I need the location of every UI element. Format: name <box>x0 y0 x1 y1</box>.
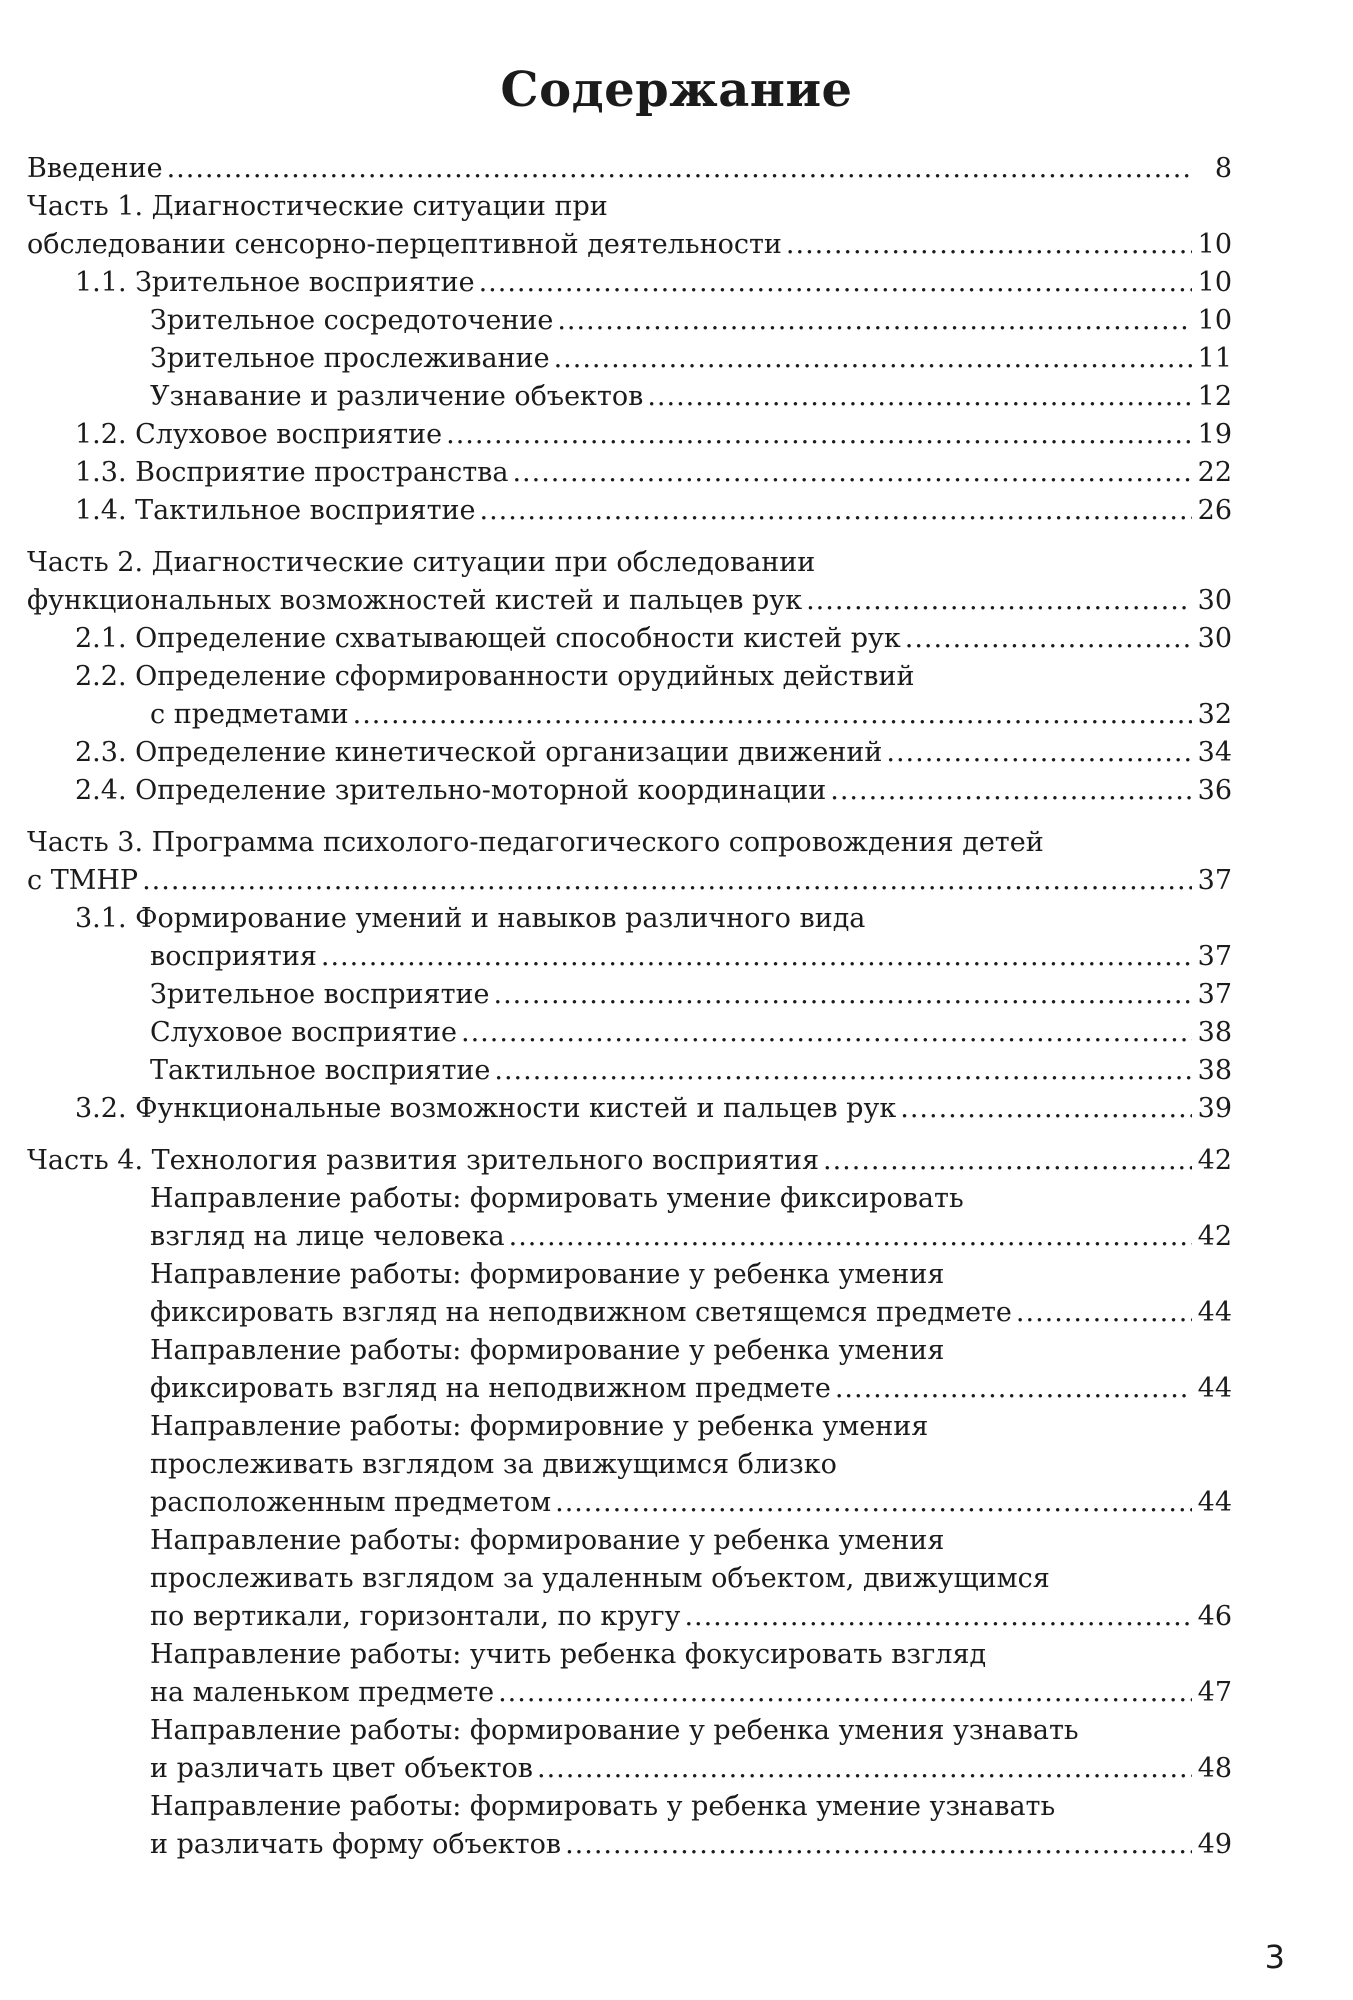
dot-leader <box>512 454 1192 492</box>
dot-leader <box>353 696 1192 734</box>
toc-entry <box>27 340 1232 378</box>
toc-entry-text: взгляд на лице человека <box>150 1221 505 1252</box>
dot-leader <box>509 1218 1192 1256</box>
toc-entry <box>27 1014 1232 1052</box>
toc-entry-text: обследовании сенсорно-перцептивной деятельности <box>27 229 782 260</box>
dot-leader <box>905 620 1192 658</box>
toc-entry-text: расположенным предметом <box>150 1487 552 1518</box>
toc-entry <box>27 416 1232 454</box>
toc-entry-text: 1.2. Слуховое восприятие <box>75 419 443 450</box>
toc-entry-text: и различать форму объектов <box>150 1829 562 1860</box>
toc-entry <box>27 620 1232 658</box>
toc-entry-text: 3.2. Функциональные возможности кистей и пальцев рук <box>75 1093 897 1124</box>
toc-page-number: 44 <box>1197 1487 1232 1518</box>
dot-leader <box>684 1598 1192 1636</box>
dot-leader <box>479 492 1192 530</box>
toc-entry <box>27 302 1232 340</box>
toc-entry-text: Направление работы: формирование у ребенка умения <box>150 1259 945 1290</box>
toc-entry <box>27 150 1232 188</box>
toc-page-number: 30 <box>1197 585 1232 616</box>
toc-page-number: 34 <box>1197 737 1232 768</box>
toc-entry <box>27 1332 1232 1408</box>
toc-entry-text: Введение <box>27 153 163 184</box>
toc-entry <box>27 264 1232 302</box>
dot-leader <box>1016 1294 1192 1332</box>
toc-entry <box>27 976 1232 1014</box>
page-title: Содержание <box>500 62 853 118</box>
toc-page-number: 44 <box>1197 1297 1232 1328</box>
toc-entry <box>27 544 1232 620</box>
toc-entry-text: Зрительное прослеживание <box>150 343 550 374</box>
toc-entry <box>27 492 1232 530</box>
dot-leader <box>142 862 1192 900</box>
toc-entry <box>27 772 1232 810</box>
toc-entry <box>27 734 1232 772</box>
toc-entry <box>27 658 1232 734</box>
toc-entry-text: Направление работы: формировать умение фиксировать <box>150 1183 964 1214</box>
toc-entry-text: с предметами <box>150 699 349 730</box>
dot-leader <box>565 1826 1192 1864</box>
toc-page-number: 36 <box>1197 775 1232 806</box>
dot-leader <box>446 416 1192 454</box>
toc-entry-text: 1.4. Тактильное восприятие <box>75 495 476 526</box>
toc-entry-text: 2.3. Определение кинетической организации движений <box>75 737 883 768</box>
dot-leader <box>493 976 1192 1014</box>
toc-entry-text: 1.1. Зрительное восприятие <box>75 267 475 298</box>
toc-entry-text: 2.1. Определение схватывающей способности кистей рук <box>75 623 901 654</box>
toc-page-number: 39 <box>1197 1093 1232 1124</box>
toc-entry-text: 3.1. Формирование умений и навыков различного вида <box>75 903 866 934</box>
toc-page-number: 32 <box>1197 699 1232 730</box>
toc-entry-text: на маленьком предмете <box>150 1677 495 1708</box>
toc-entry-text: 2.2. Определение сформированности орудийных действий <box>75 661 915 692</box>
toc-entry-text: Часть 1. Диагностические ситуации при <box>27 191 608 222</box>
toc-entry-text: с ТМНР <box>27 865 139 896</box>
toc-page-number: 10 <box>1197 229 1232 260</box>
toc-entry-text: восприятия <box>150 941 317 972</box>
toc-page-number: 8 <box>1214 153 1232 184</box>
toc-page-number: 47 <box>1197 1677 1232 1708</box>
dot-leader <box>647 378 1192 416</box>
dot-leader <box>555 1484 1192 1522</box>
toc-entry-text: Направление работы: формировать у ребенка умение узнавать <box>150 1791 1056 1822</box>
toc-entry <box>27 1090 1232 1128</box>
toc-entry <box>27 1522 1232 1636</box>
dot-leader <box>498 1674 1192 1712</box>
toc-entry-text: фиксировать взгляд на неподвижном предмете <box>150 1373 831 1404</box>
toc-entry-text: прослеживать взглядом за движущимся близко <box>150 1449 837 1480</box>
dot-leader <box>537 1750 1192 1788</box>
toc-entry <box>27 1142 1232 1180</box>
toc-entry <box>27 378 1232 416</box>
toc-page-number: 10 <box>1197 267 1232 298</box>
toc-page-number: 26 <box>1197 495 1232 526</box>
toc-entry-text: Направление работы: учить ребенка фокусировать взгляд <box>150 1639 987 1670</box>
toc-entry <box>27 1788 1232 1864</box>
dot-leader <box>167 150 1192 188</box>
toc-entry-text: 2.4. Определение зрительно-моторной координации <box>75 775 827 806</box>
toc-page-number: 37 <box>1197 979 1232 1010</box>
toc-page-number: 49 <box>1197 1829 1232 1860</box>
dot-leader <box>830 772 1192 810</box>
toc-page-number: 44 <box>1197 1373 1232 1404</box>
toc-page-number: 10 <box>1197 305 1232 336</box>
toc-entry <box>27 1408 1232 1522</box>
toc-entry <box>27 824 1232 900</box>
dot-leader <box>554 340 1192 378</box>
toc-page-number: 12 <box>1197 381 1232 412</box>
toc-entry-text: фиксировать взгляд на неподвижном светящемся предмете <box>150 1297 1012 1328</box>
dot-leader <box>494 1052 1192 1090</box>
toc-entry-text: Направление работы: формировние у ребенка умения <box>150 1411 929 1442</box>
dot-leader <box>806 582 1192 620</box>
table-of-contents <box>27 150 1232 1864</box>
toc-page-number: 42 <box>1197 1221 1232 1252</box>
toc-page-number: 42 <box>1197 1145 1232 1176</box>
toc-entry-text: Часть 3. Программа психолого-педагогического сопровождения детей <box>27 827 1044 858</box>
toc-entry <box>27 1636 1232 1712</box>
dot-leader <box>886 734 1192 772</box>
dot-leader <box>321 938 1192 976</box>
toc-page-number: 48 <box>1197 1753 1232 1784</box>
toc-entry-text: 1.3. Восприятие пространства <box>75 457 509 488</box>
toc-page-number: 38 <box>1197 1017 1232 1048</box>
toc-entry-text: Зрительное восприятие <box>150 979 490 1010</box>
toc-page-number: 19 <box>1197 419 1232 450</box>
toc-entry <box>27 1712 1232 1788</box>
toc-entry-text: и различать цвет объектов <box>150 1753 533 1784</box>
toc-page-number: 37 <box>1197 941 1232 972</box>
toc-entry <box>27 1180 1232 1256</box>
toc-entry-text: Зрительное сосредоточение <box>150 305 554 336</box>
dot-leader <box>835 1370 1192 1408</box>
dot-leader <box>557 302 1192 340</box>
toc-entry-text: Направление работы: формирование у ребенка умения узнавать <box>150 1715 1079 1746</box>
toc-entry-text: Слуховое восприятие <box>150 1017 457 1048</box>
toc-page-number: 30 <box>1197 623 1232 654</box>
toc-page-number: 37 <box>1197 865 1232 896</box>
dot-leader <box>900 1090 1192 1128</box>
toc-entry-text: Направление работы: формирование у ребенка умения <box>150 1335 945 1366</box>
toc-page-number: 46 <box>1197 1601 1232 1632</box>
page-number: 3 <box>1264 1938 1285 1976</box>
toc-page-number: 38 <box>1197 1055 1232 1086</box>
toc-entry <box>27 1256 1232 1332</box>
toc-entry-text: Направление работы: формирование у ребенка умения <box>150 1525 945 1556</box>
toc-entry <box>27 1052 1232 1090</box>
toc-entry-text: функциональных возможностей кистей и пальцев рук <box>27 585 803 616</box>
toc-entry-text: по вертикали, горизонтали, по кругу <box>150 1601 681 1632</box>
dot-leader <box>461 1014 1192 1052</box>
toc-page-number: 11 <box>1197 343 1232 374</box>
toc-entry <box>27 188 1232 264</box>
dot-leader <box>479 264 1192 302</box>
toc-page-number: 22 <box>1197 457 1232 488</box>
toc-entry-text: Часть 2. Диагностические ситуации при обследовании <box>27 547 816 578</box>
toc-entry <box>27 900 1232 976</box>
toc-entry-text: Часть 4. Технология развития зрительного восприятия <box>27 1145 819 1176</box>
dot-leader <box>786 226 1192 264</box>
toc-entry <box>27 454 1232 492</box>
toc-entry-text: Узнавание и различение объектов <box>150 381 644 412</box>
dot-leader <box>823 1142 1192 1180</box>
toc-entry-text: Тактильное восприятие <box>150 1055 491 1086</box>
toc-entry-text: прослеживать взглядом за удаленным объектом, движущимся <box>150 1563 1050 1594</box>
